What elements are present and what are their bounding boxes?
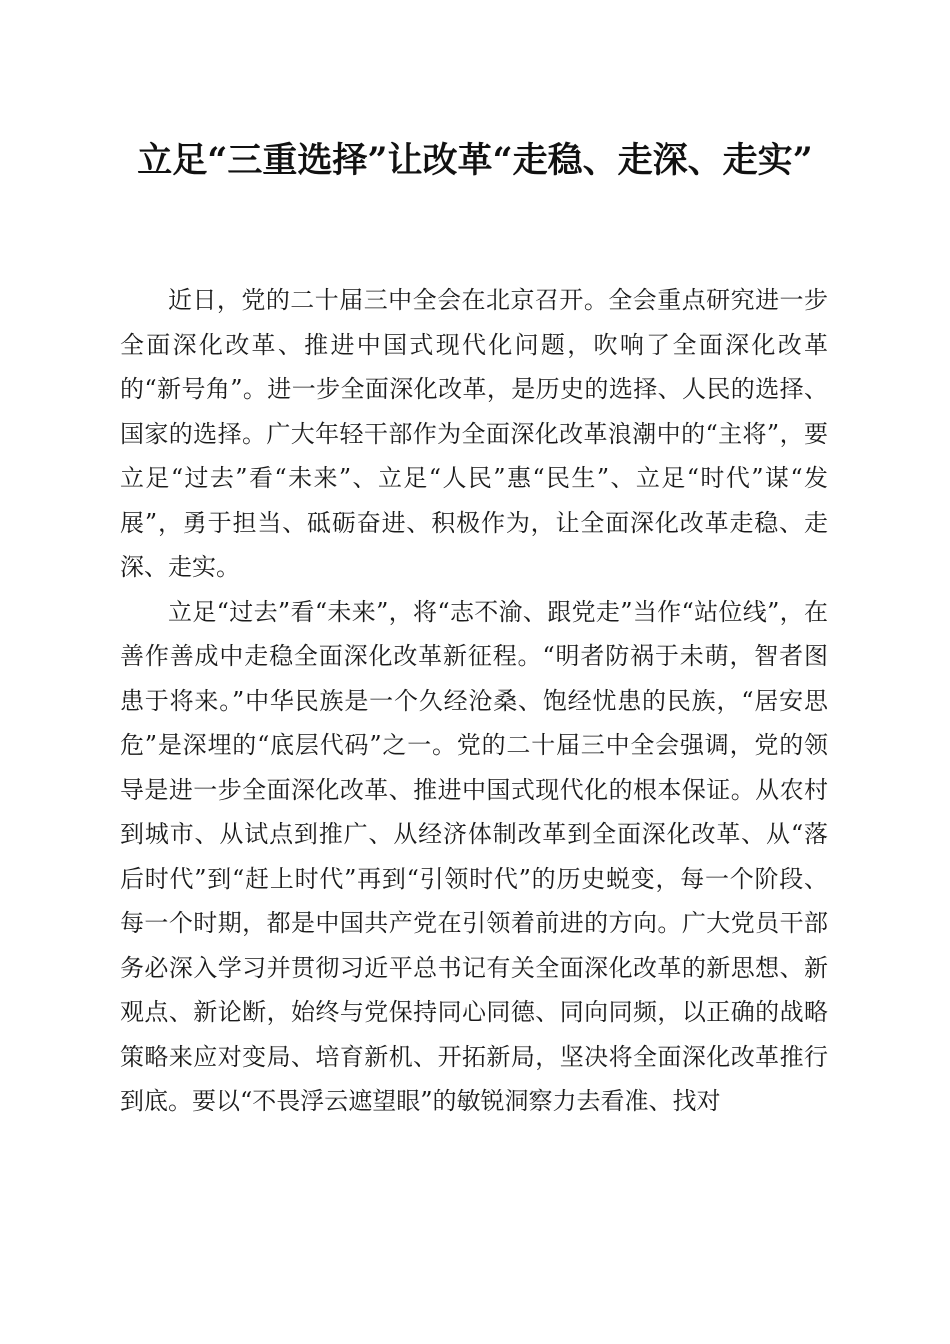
paragraph: 近日，党的二十届三中全会在北京召开。全会重点研究进一步全面深化改革、推进中国式现代化问题，吹响了全面深化改革的“新号角”。进一步全面深化改革，是历史的选择、人民的选择、国家的选择。广大年轻干部作为全面深化改革浪潮中的“主将”，要立足“过去”看“未来”、立足“人民”惠“民生”、立足“时代”谋“发展”，勇于担当、砥砺奋进、积极作为，让全面深化改革走稳、走深、走实。 (120, 286, 828, 581)
paragraph: 立足“过去”看“未来”，将“志不渝、跟党走”当作“站位线”，在善作善成中走稳全面深化改革新征程。“明者防祸于未萌，智者图患于将来。”中华民族是一个久经沧桑、饱经忧患的民族，“居安思危”是深埋的“底层代码”之一。党的二十届三中全会强调，党的领导是进一步全面深化改革、推进中国式现代化的根本保证。从农村到城市、从试点到推广、从经济体制改革到全面深化改革、从“落后时代”到“赶上时代”再到“引领时代”的历史蜕变，每一个阶段、每一个时期，都是中国共产党在引领着前进的方向。广大党员干部务必深入学习并贯彻习近平总书记有关全面深化改革的新思想、新观点、新论断，始终与党保持同心同德、同向同频，以正确的战略策略来应对变局、培育新机、开拓新局，坚决将全面深化改革推行到底。要以“不畏浮云遮望眼”的敏锐洞察力去看准、找对 (120, 597, 828, 1115)
document-body (120, 278, 828, 1124)
document-title: 立足“三重选择”让改革“走稳、走深、走实” (137, 140, 813, 181)
